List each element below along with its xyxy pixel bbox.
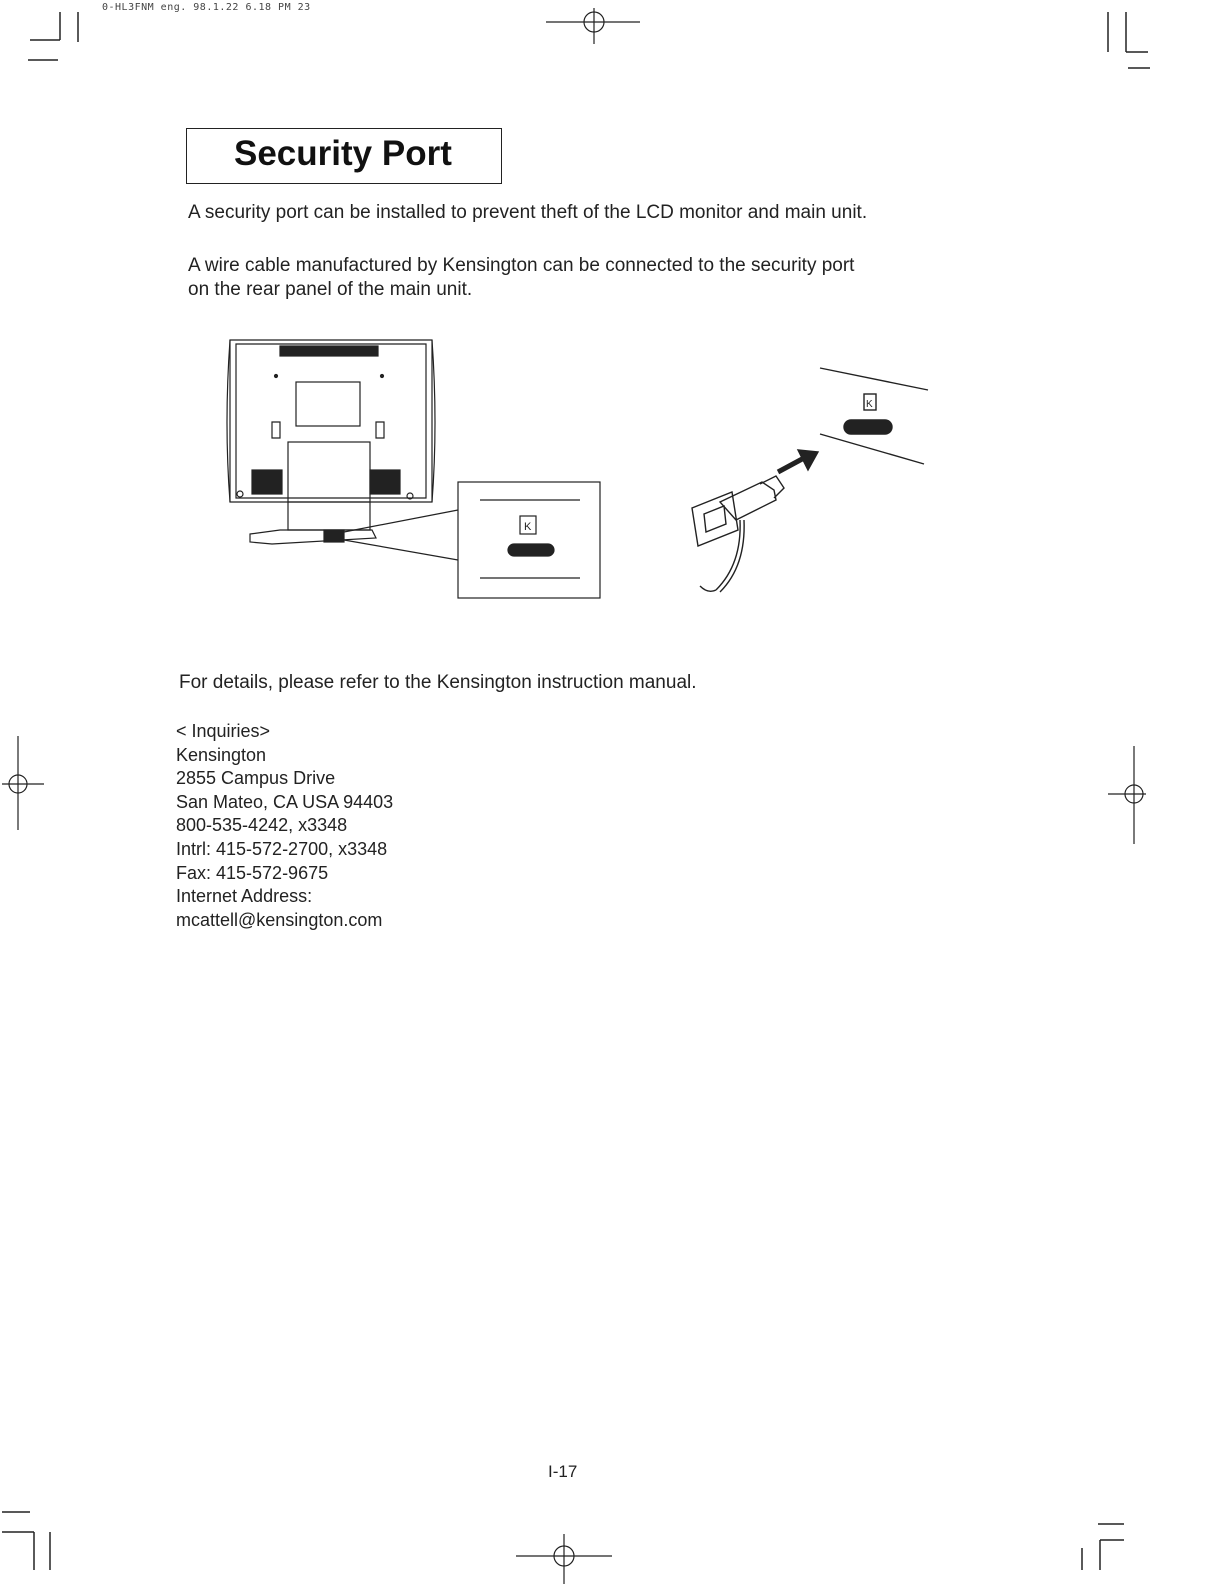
inquiries-city: San Mateo, CA USA 94403: [176, 791, 394, 812]
registration-mark-icon: [2, 736, 44, 830]
svg-text:K: K: [524, 521, 532, 533]
inquiries-internet-label: Internet Address:: [176, 886, 313, 907]
monitor-rear-illustration: [220, 334, 620, 614]
registration-mark-icon: [546, 8, 640, 44]
inquiries-company: Kensington: [176, 744, 267, 765]
inquiries-fax: Fax: 415-572-9675: [176, 862, 329, 883]
page-title: Security Port: [234, 134, 452, 173]
paragraph-cable-line1: A wire cable manufactured by Kensington can be connected to the security port: [188, 255, 855, 276]
arrow-icon: [778, 450, 818, 472]
inquiries-street: 2855 Campus Drive: [176, 768, 336, 789]
cable-lock-illustration: [680, 354, 940, 604]
paragraph-details: For details, please refer to the Kensington instruction manual.: [179, 672, 697, 693]
inquiries-email: mcattell@kensington.com: [176, 909, 383, 930]
page-number: I-17: [548, 1462, 578, 1481]
kensington-lock-icon: [864, 394, 876, 410]
registration-mark-icon: [1108, 746, 1146, 844]
inquiries-intl-phone: Intrl: 415-572-2700, x3348: [176, 838, 388, 859]
print-header: 0-HL3FNM eng. 98.1.22 6.18 PM 23: [102, 2, 311, 13]
registration-mark-icon: [516, 1534, 612, 1584]
inquiries-block: [176, 720, 393, 932]
paragraph-cable-line2: on the rear panel of the main unit.: [188, 279, 473, 300]
inquiries-heading: < Inquiries>: [176, 721, 271, 741]
svg-text:K: K: [866, 399, 873, 410]
inquiries-phone: 800-535-4242, x3348: [176, 815, 348, 836]
paragraph-intro: A security port can be installed to prevent theft of the LCD monitor and main unit.: [188, 202, 868, 223]
paragraph-cable: [188, 254, 988, 302]
